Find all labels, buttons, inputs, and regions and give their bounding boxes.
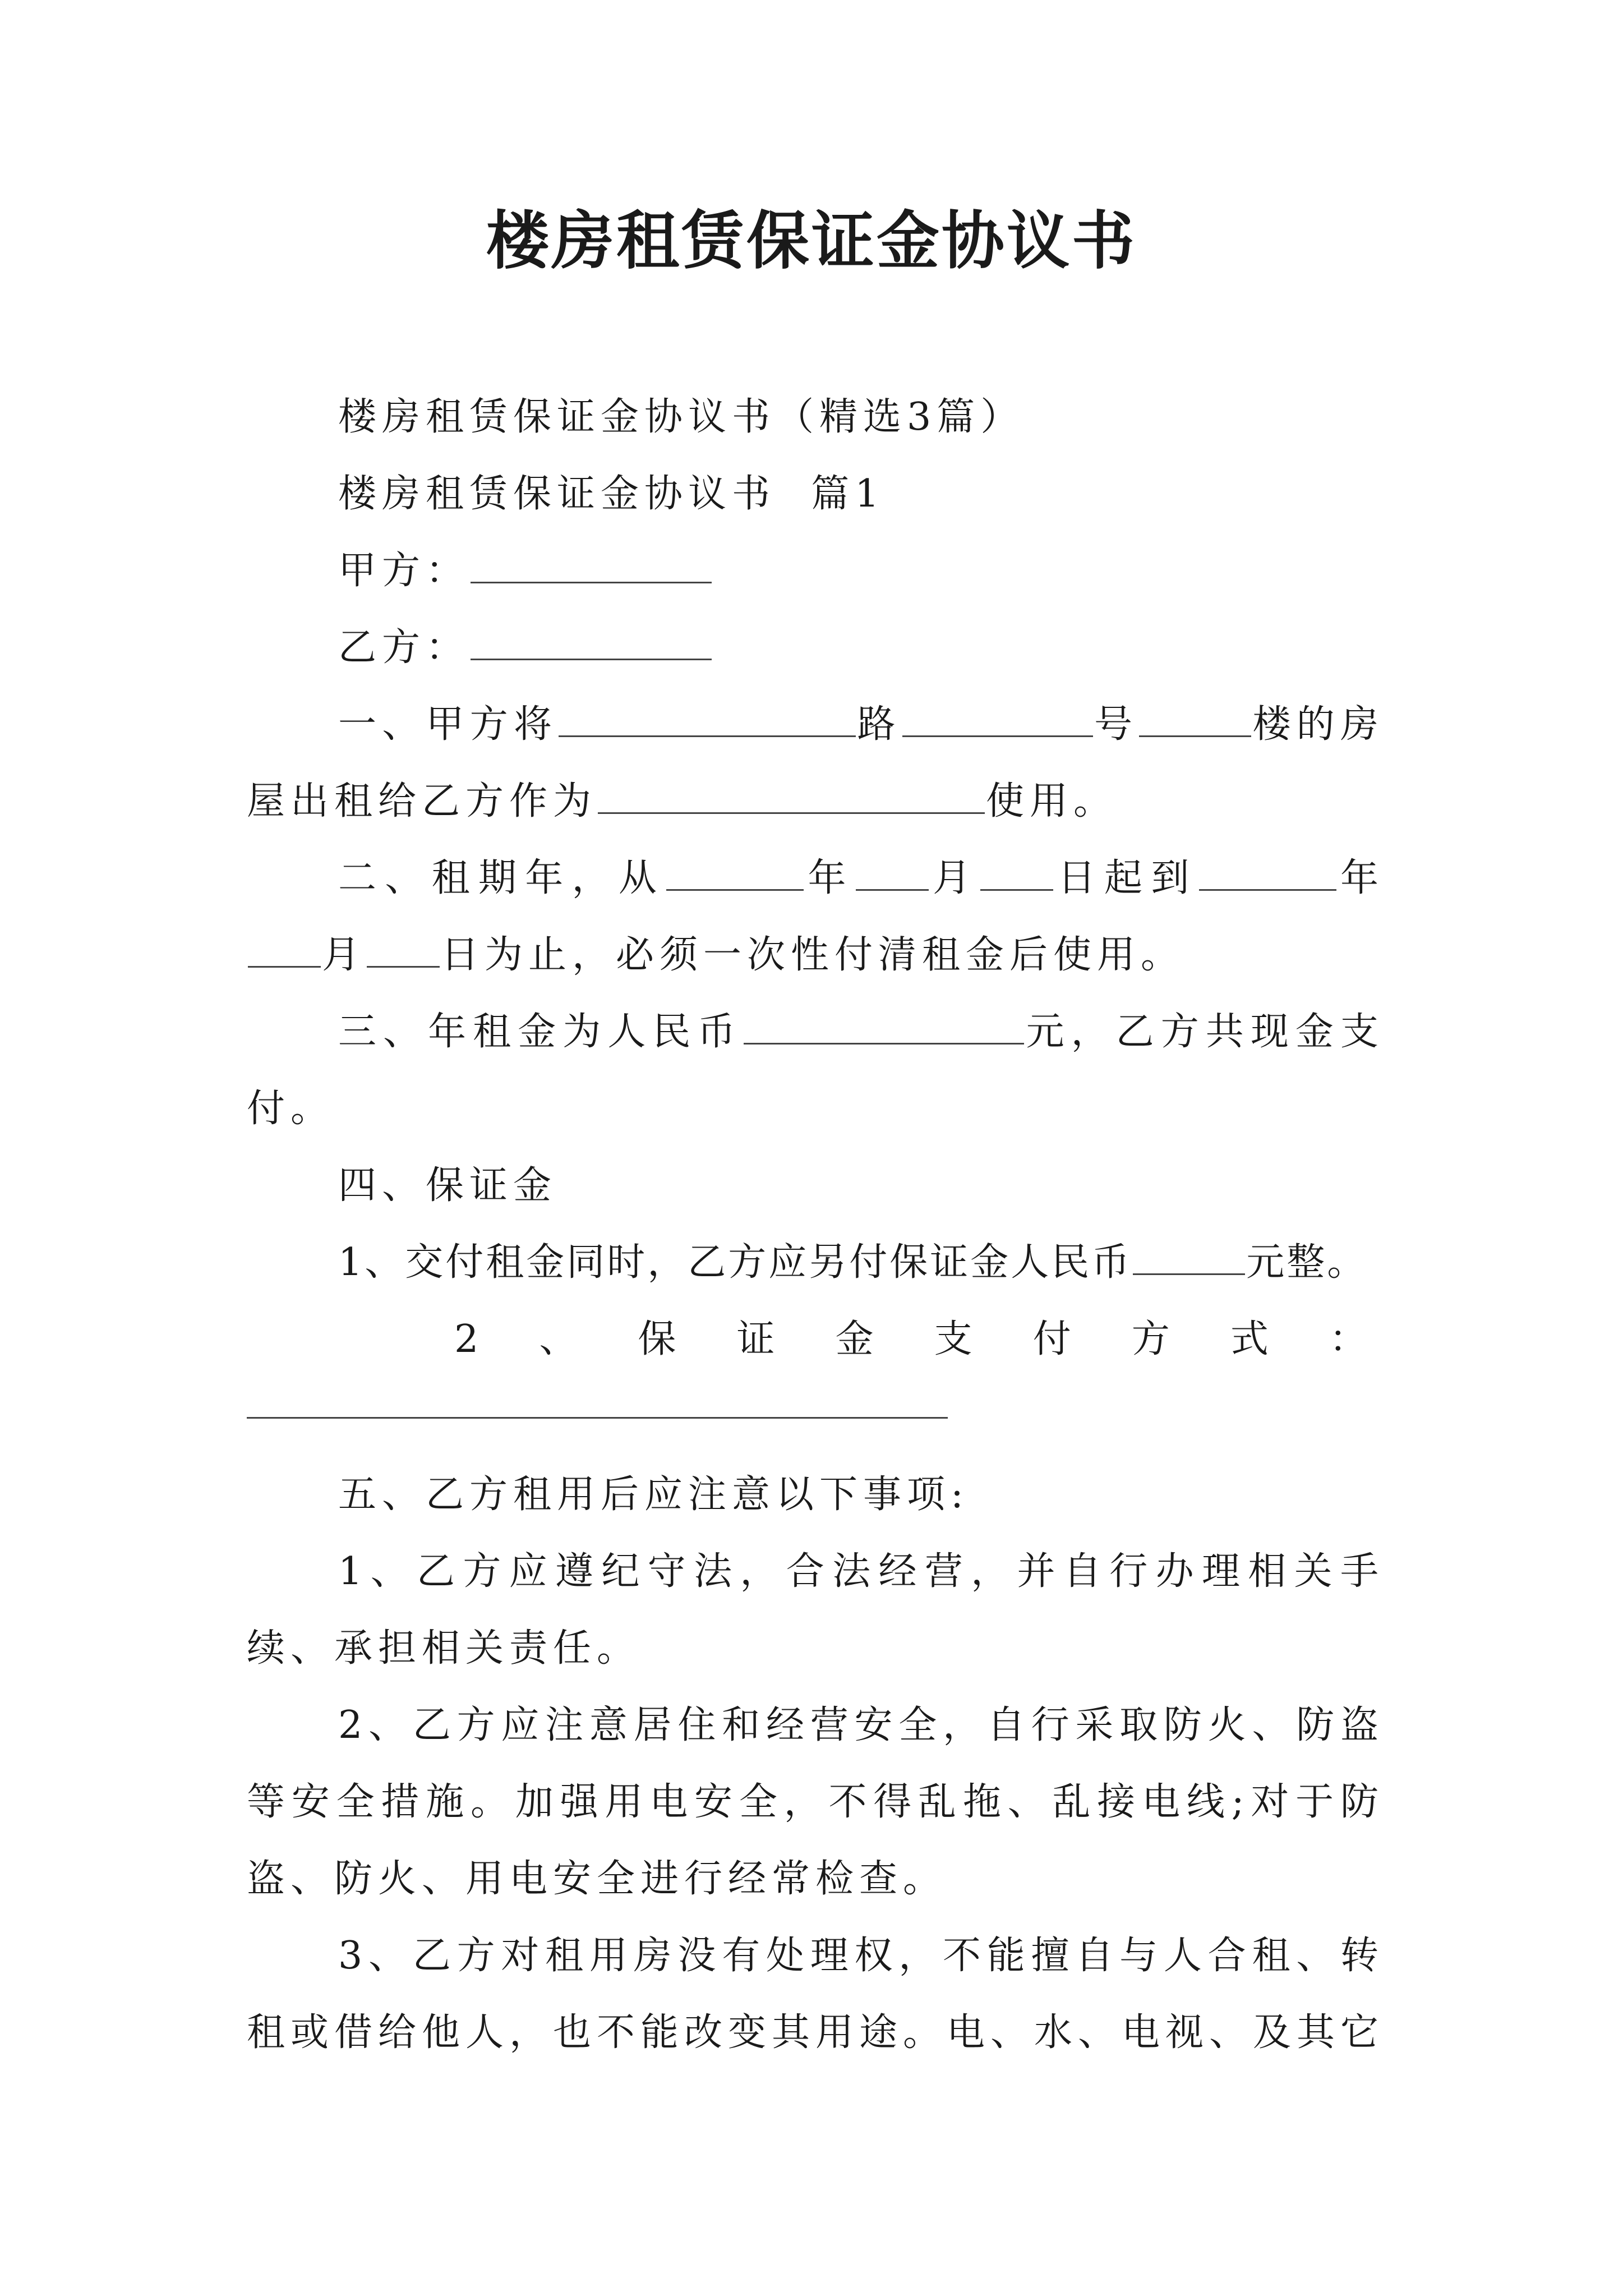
party-a-line	[247, 532, 1384, 609]
road-blank	[559, 731, 856, 737]
number-blank	[902, 731, 1093, 737]
clause-4-1-text-b: 元整。	[1246, 1240, 1368, 1285]
clause-5-1: 1、乙方应遵纪守法，合法经营，并自行办理相关手续、承担相关责任。	[247, 1549, 1384, 1671]
payment-method-blank	[247, 1378, 948, 1419]
start-year-blank	[666, 885, 804, 891]
clause-2-text-e: 年	[1337, 856, 1384, 900]
rent-amount-blank	[744, 1038, 1024, 1045]
deposit-amount-blank	[1133, 1269, 1245, 1275]
building-blank	[1139, 731, 1251, 737]
clause-4-2-char: 式	[1230, 1317, 1274, 1361]
chapter-heading: 楼房租赁保证金协议书 篇1	[338, 472, 885, 516]
clause-4-2-char: 保	[638, 1317, 682, 1361]
clause-4-2-char: 方	[1131, 1317, 1175, 1361]
end-year-blank	[1199, 885, 1336, 891]
usage-blank	[598, 808, 985, 814]
clause-4-heading: 四、保证金	[338, 1163, 557, 1208]
clause-2-text-b: 年	[805, 856, 855, 900]
clause-4-2-char: 2	[454, 1317, 485, 1361]
clause-4-2-char: 支	[934, 1317, 978, 1361]
party-b-blank	[471, 654, 712, 660]
party-b-label: 乙方：	[338, 625, 470, 670]
clause-4-2-char: 证	[736, 1317, 781, 1361]
clause-3-text-a: 三、年租金为人民币	[338, 1010, 743, 1054]
clause-2-text-d: 日起到	[1054, 856, 1198, 900]
party-a-blank	[471, 577, 712, 583]
party-a-label: 甲方：	[338, 549, 470, 593]
start-day-blank	[980, 885, 1053, 891]
document-body	[247, 379, 1384, 2071]
clause-1	[247, 686, 1384, 840]
clause-4-1-text-a: 1、交付租金同时，乙方应另付保证金人民币	[338, 1240, 1132, 1285]
clause-4-2-char: ：	[1329, 1317, 1373, 1361]
clause-2-text-f: 月	[322, 933, 366, 977]
clause-5-2: 2、乙方应注意居住和经营安全，自行采取防火、防盗等安全措施。加强用电安全，不得乱拖、乱接电线;对于防盗、防火、用电安全进行经常检查。	[247, 1703, 1384, 1901]
clause-3	[247, 993, 1384, 1147]
clause-3-text-b: 元，乙方共现金支付。	[247, 1010, 1384, 1131]
end-day-blank	[367, 961, 440, 968]
clause-5-heading: 五、乙方租用后应注意以下事项:	[338, 1473, 969, 1517]
clause-4-2	[247, 1301, 1384, 1378]
clause-1-text-d: 楼的房屋出租给乙方作为	[247, 702, 1384, 823]
clause-1-text-a: 一、甲方将	[338, 702, 558, 747]
end-month-blank	[248, 961, 321, 968]
clause-2-text-g: 日为止，必须一次性付清租金后使用。	[441, 933, 1185, 977]
clause-1-text-b: 路	[857, 702, 901, 747]
party-b-line	[247, 609, 1384, 686]
clause-2-text-a: 二、租期年，从	[338, 856, 666, 900]
start-month-blank	[856, 885, 929, 891]
document-title: 楼房租赁保证金协议书	[486, 204, 1137, 278]
clause-4-2-char: 、	[539, 1317, 583, 1361]
clause-4-1	[247, 1224, 1384, 1301]
clause-5-3: 3、乙方对租用房没有处理权，不能擅自与人合租、转租或借给他人，也不能改变其用途。电、水、电视、及其它	[247, 1934, 1385, 2055]
clause-1-text-e: 使用。	[986, 779, 1118, 823]
clause-2-text-c: 月	[929, 856, 980, 900]
clause-1-text-c: 号	[1094, 702, 1138, 747]
subtitle: 楼房租赁保证金协议书（精选3篇）	[338, 395, 1025, 439]
clause-2	[247, 840, 1384, 993]
clause-4-2-char: 付	[1032, 1317, 1077, 1361]
clause-4-2-char: 金	[835, 1317, 879, 1361]
